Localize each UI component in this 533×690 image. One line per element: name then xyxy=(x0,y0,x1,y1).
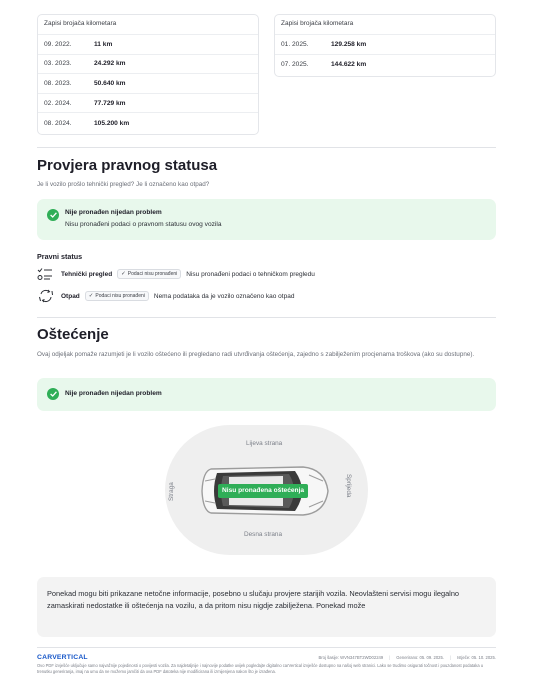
check-icon: ✓ xyxy=(121,271,126,277)
status-badge xyxy=(117,269,181,279)
meta-separator: | xyxy=(389,655,391,660)
legal-ok-title: Nije pronađen nijedan problem xyxy=(65,209,162,216)
carvertical-logo: CARVERTICAL xyxy=(37,654,88,661)
odometer-date: 07. 2025. xyxy=(281,60,309,68)
side-label-right: Desna strana xyxy=(244,531,283,538)
legal-item-label: Tehnički pregled xyxy=(61,270,113,278)
footer-divider xyxy=(37,647,496,648)
legal-item-scrap xyxy=(37,289,294,303)
odometer-km: 129.258 km xyxy=(331,40,367,48)
odometer-date: 08. 2023. xyxy=(44,79,72,87)
odometer-date: 09. 2022. xyxy=(44,40,72,48)
report-vin: Broj šasije: WVN347BT2WD02249 xyxy=(318,655,384,660)
side-label-left: Lijeva strana xyxy=(246,440,283,447)
damage-section-title: Oštećenje xyxy=(37,326,109,343)
odometer-table-left xyxy=(37,14,259,135)
status-badge-label: Podaci nisu pronađeni xyxy=(95,293,145,299)
legal-item-message: Nema podataka da je vozilo označeno kao otpad xyxy=(153,292,295,300)
status-badge-label: Podaci nisu pronađeni xyxy=(127,271,178,277)
recycle-icon xyxy=(37,289,55,303)
odometer-date: 03. 2023. xyxy=(44,60,72,68)
odometer-km: 105.200 km xyxy=(94,119,130,127)
odometer-km: 50.640 km xyxy=(94,79,126,87)
section-divider xyxy=(37,147,496,148)
legal-item-inspection xyxy=(37,267,315,281)
check-icon: ✓ xyxy=(88,293,94,299)
damage-ok-title: Nije pronađen nijedan problem xyxy=(65,390,162,397)
meta-separator: | xyxy=(450,655,452,660)
report-meta xyxy=(318,655,496,660)
table-row xyxy=(38,55,258,75)
disclaimer-note: Ponekad mogu biti prikazane netočne informacije, posebno u slučaju provjere starijih vozila. Neovlašteni servisi mogu ilegalno zamaskirati nedostatke ili oštećenja na vozilu, a da pritom nisu nigdje zabilježena. Ponekad može xyxy=(37,577,496,637)
table-row xyxy=(38,35,258,55)
section-divider xyxy=(37,317,496,318)
check-circle-icon xyxy=(47,209,59,221)
table-row xyxy=(38,94,258,114)
report-valid: Istječe: 05. 10. 2025. xyxy=(457,655,496,660)
checklist-icon xyxy=(37,267,55,281)
damage-ok-box xyxy=(37,378,496,411)
legal-item-label: Otpad xyxy=(61,292,80,300)
legal-status-title: Pravni status xyxy=(37,252,83,261)
table-row xyxy=(275,35,495,55)
status-badge xyxy=(85,291,149,301)
legal-ok-text: Nisu pronađeni podaci o pravnom statusu ovog vozila xyxy=(65,221,222,228)
side-label-front: Sprijeda xyxy=(345,474,352,498)
odometer-km: 24.292 km xyxy=(94,60,126,68)
legal-section-subtitle: Je li vozilo prošlo tehnički pregled? Je li označeno kao otpad? xyxy=(37,181,210,188)
side-label-rear: Straga xyxy=(168,482,175,501)
report-generated: Generirano: 05. 09. 2025. xyxy=(396,655,445,660)
odometer-date: 02. 2024. xyxy=(44,99,72,107)
odometer-table-right xyxy=(274,14,496,77)
odometer-date: 08. 2024. xyxy=(44,119,72,127)
odometer-header: Zapisi brojača kilometara xyxy=(275,15,495,35)
footer-disclaimer: Ovo PDF izvješće uključuje samo najvažnije pojedinosti o povijesti vozila. Za najdetaljnije i najnovije podatke uvijek pogledajte digitalno carVertical izvješće dostupno na našoj web stranici. Lako se trudimo osigurati točnost i pouzdanost podataka u trenutku generiranja, imaj na umu da ne možemo jamčiti da ova PDF datoteka nije modificirana ili izmijenjena nakon što je izrađena. xyxy=(37,663,484,674)
table-row xyxy=(38,74,258,94)
table-row xyxy=(38,113,258,133)
odometer-km: 11 km xyxy=(94,40,113,48)
no-damage-badge: Nisu pronađena oštećenja xyxy=(218,484,308,498)
odometer-header: Zapisi brojača kilometara xyxy=(38,15,258,35)
odometer-km: 144.622 km xyxy=(331,60,367,68)
odometer-date: 01. 2025. xyxy=(281,40,309,48)
legal-ok-box xyxy=(37,199,496,240)
table-row xyxy=(275,55,495,75)
legal-section-title: Provjera pravnog statusa xyxy=(37,157,218,174)
odometer-km: 77.729 km xyxy=(94,99,126,107)
legal-item-message: Nisu pronađeni podaci o tehničkom pregledu xyxy=(186,270,315,278)
damage-section-subtitle: Ovaj odjeljak pomaže razumjeti je li vozilo oštećeno ili pregledano radi utvrđivanja oštećenja, zajedno s zabilježenim procjenama troškova (ako su dostupne). xyxy=(37,351,475,358)
check-circle-icon xyxy=(47,388,59,400)
